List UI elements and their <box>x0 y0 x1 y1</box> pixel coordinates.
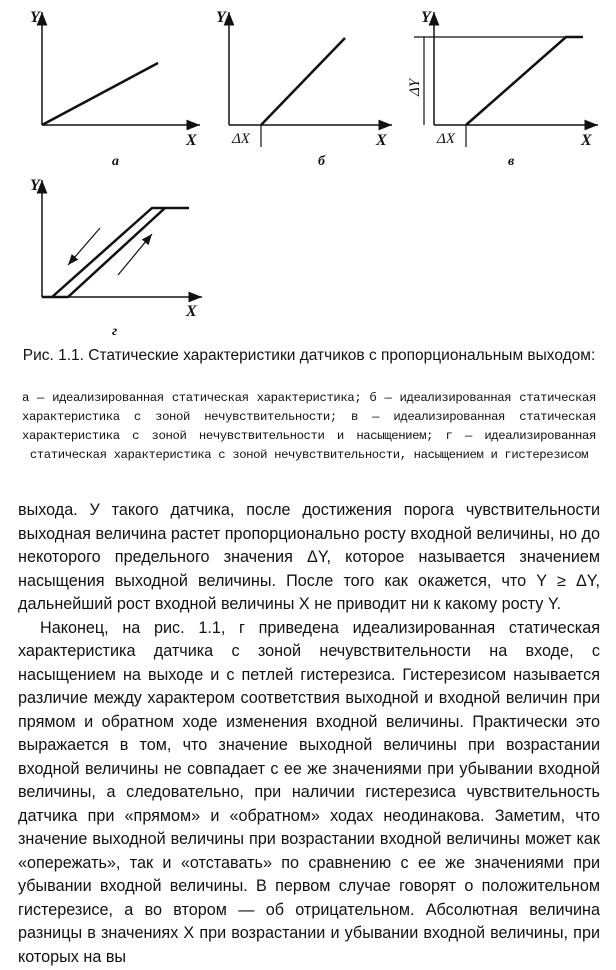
x-axis-label: X <box>581 132 592 149</box>
figure-1-1 <box>0 0 616 340</box>
dead-zone-label: ΔX <box>437 131 455 147</box>
y-axis-label: Y <box>421 9 431 26</box>
y-axis-label: Y <box>216 9 226 26</box>
panel-label: г <box>112 324 118 339</box>
figure-caption-title: Рис. 1.1. Статические характеристики датчиков с пропорциональным выходом: <box>22 347 596 364</box>
x-axis-label: X <box>186 303 197 320</box>
panel-g <box>30 177 202 339</box>
paragraph: Наконец, на рис. 1.1, г приведена идеализированная статическая характеристика датчика с зоной нечувствительности на входе, с насыщением на выходе и с петлей гистерезиса. Гистерезисом называется различие между характером соответствия выходной и входной величин при прямом и обратном ходе изменения входной величины. Практически это выражается в том, что значение выходной величины при возрастании входной величины не совпадает с ее же значениями при убывании входной величины, а следовательно, при наличии гистерезиса чувствительность датчика при «прямом» и «обратном» ходах неодинакова. Заметим, что значение выходной величины при возрастании входной величины может как «опережать», так и «отставать» по сравнению с ее же значениями при убывании входной величины. В первом случае говорят о положительном гистерезисе, а во втором — об отрицательном. Абсолютная величина разницы в значениях X при возрастании и убывании входной величины, при которых на вы <box>18 618 600 966</box>
panel-label: а <box>112 154 119 169</box>
characteristic-line <box>261 38 345 125</box>
dead-zone-label: ΔX <box>232 131 250 147</box>
x-axis-label: X <box>186 132 197 149</box>
panel-a <box>30 9 200 169</box>
hysteresis-loop-lower <box>52 208 165 297</box>
paragraph: выхода. У такого датчика, после достижения порога чувствительности выходная величина растет пропорционально росту входной величины, но до некоторого предельного значения ΔY, которое называется значением насыщения выходной величины. После того как окажется, что Y ≥ ΔY, дальнейший рост входной величины X не приводит ни к какому росту Y. <box>18 501 600 613</box>
y-axis-label: Y <box>30 9 40 26</box>
panel-v <box>407 9 598 169</box>
body-text <box>18 499 600 969</box>
figure-caption-description: а — идеализированная статическая характеристика; б — идеализированная статическая характеристика с зоной нечувствительности; в — идеализированная статическая характеристика с зоной нечувствительности и насыщением; г — идеализированная статическая характеристика с зоной нечувствительности, насыщением и гистерезисом <box>22 391 596 462</box>
x-axis-label: X <box>376 132 387 149</box>
panel-label: б <box>318 154 325 169</box>
increase-arrow <box>118 234 152 275</box>
characteristic-line <box>42 63 158 125</box>
panel-b <box>216 9 392 169</box>
panel-label: в <box>508 154 515 169</box>
saturation-label: ΔY <box>407 78 423 96</box>
y-axis-label: Y <box>30 177 40 194</box>
characteristic-line <box>466 37 583 125</box>
